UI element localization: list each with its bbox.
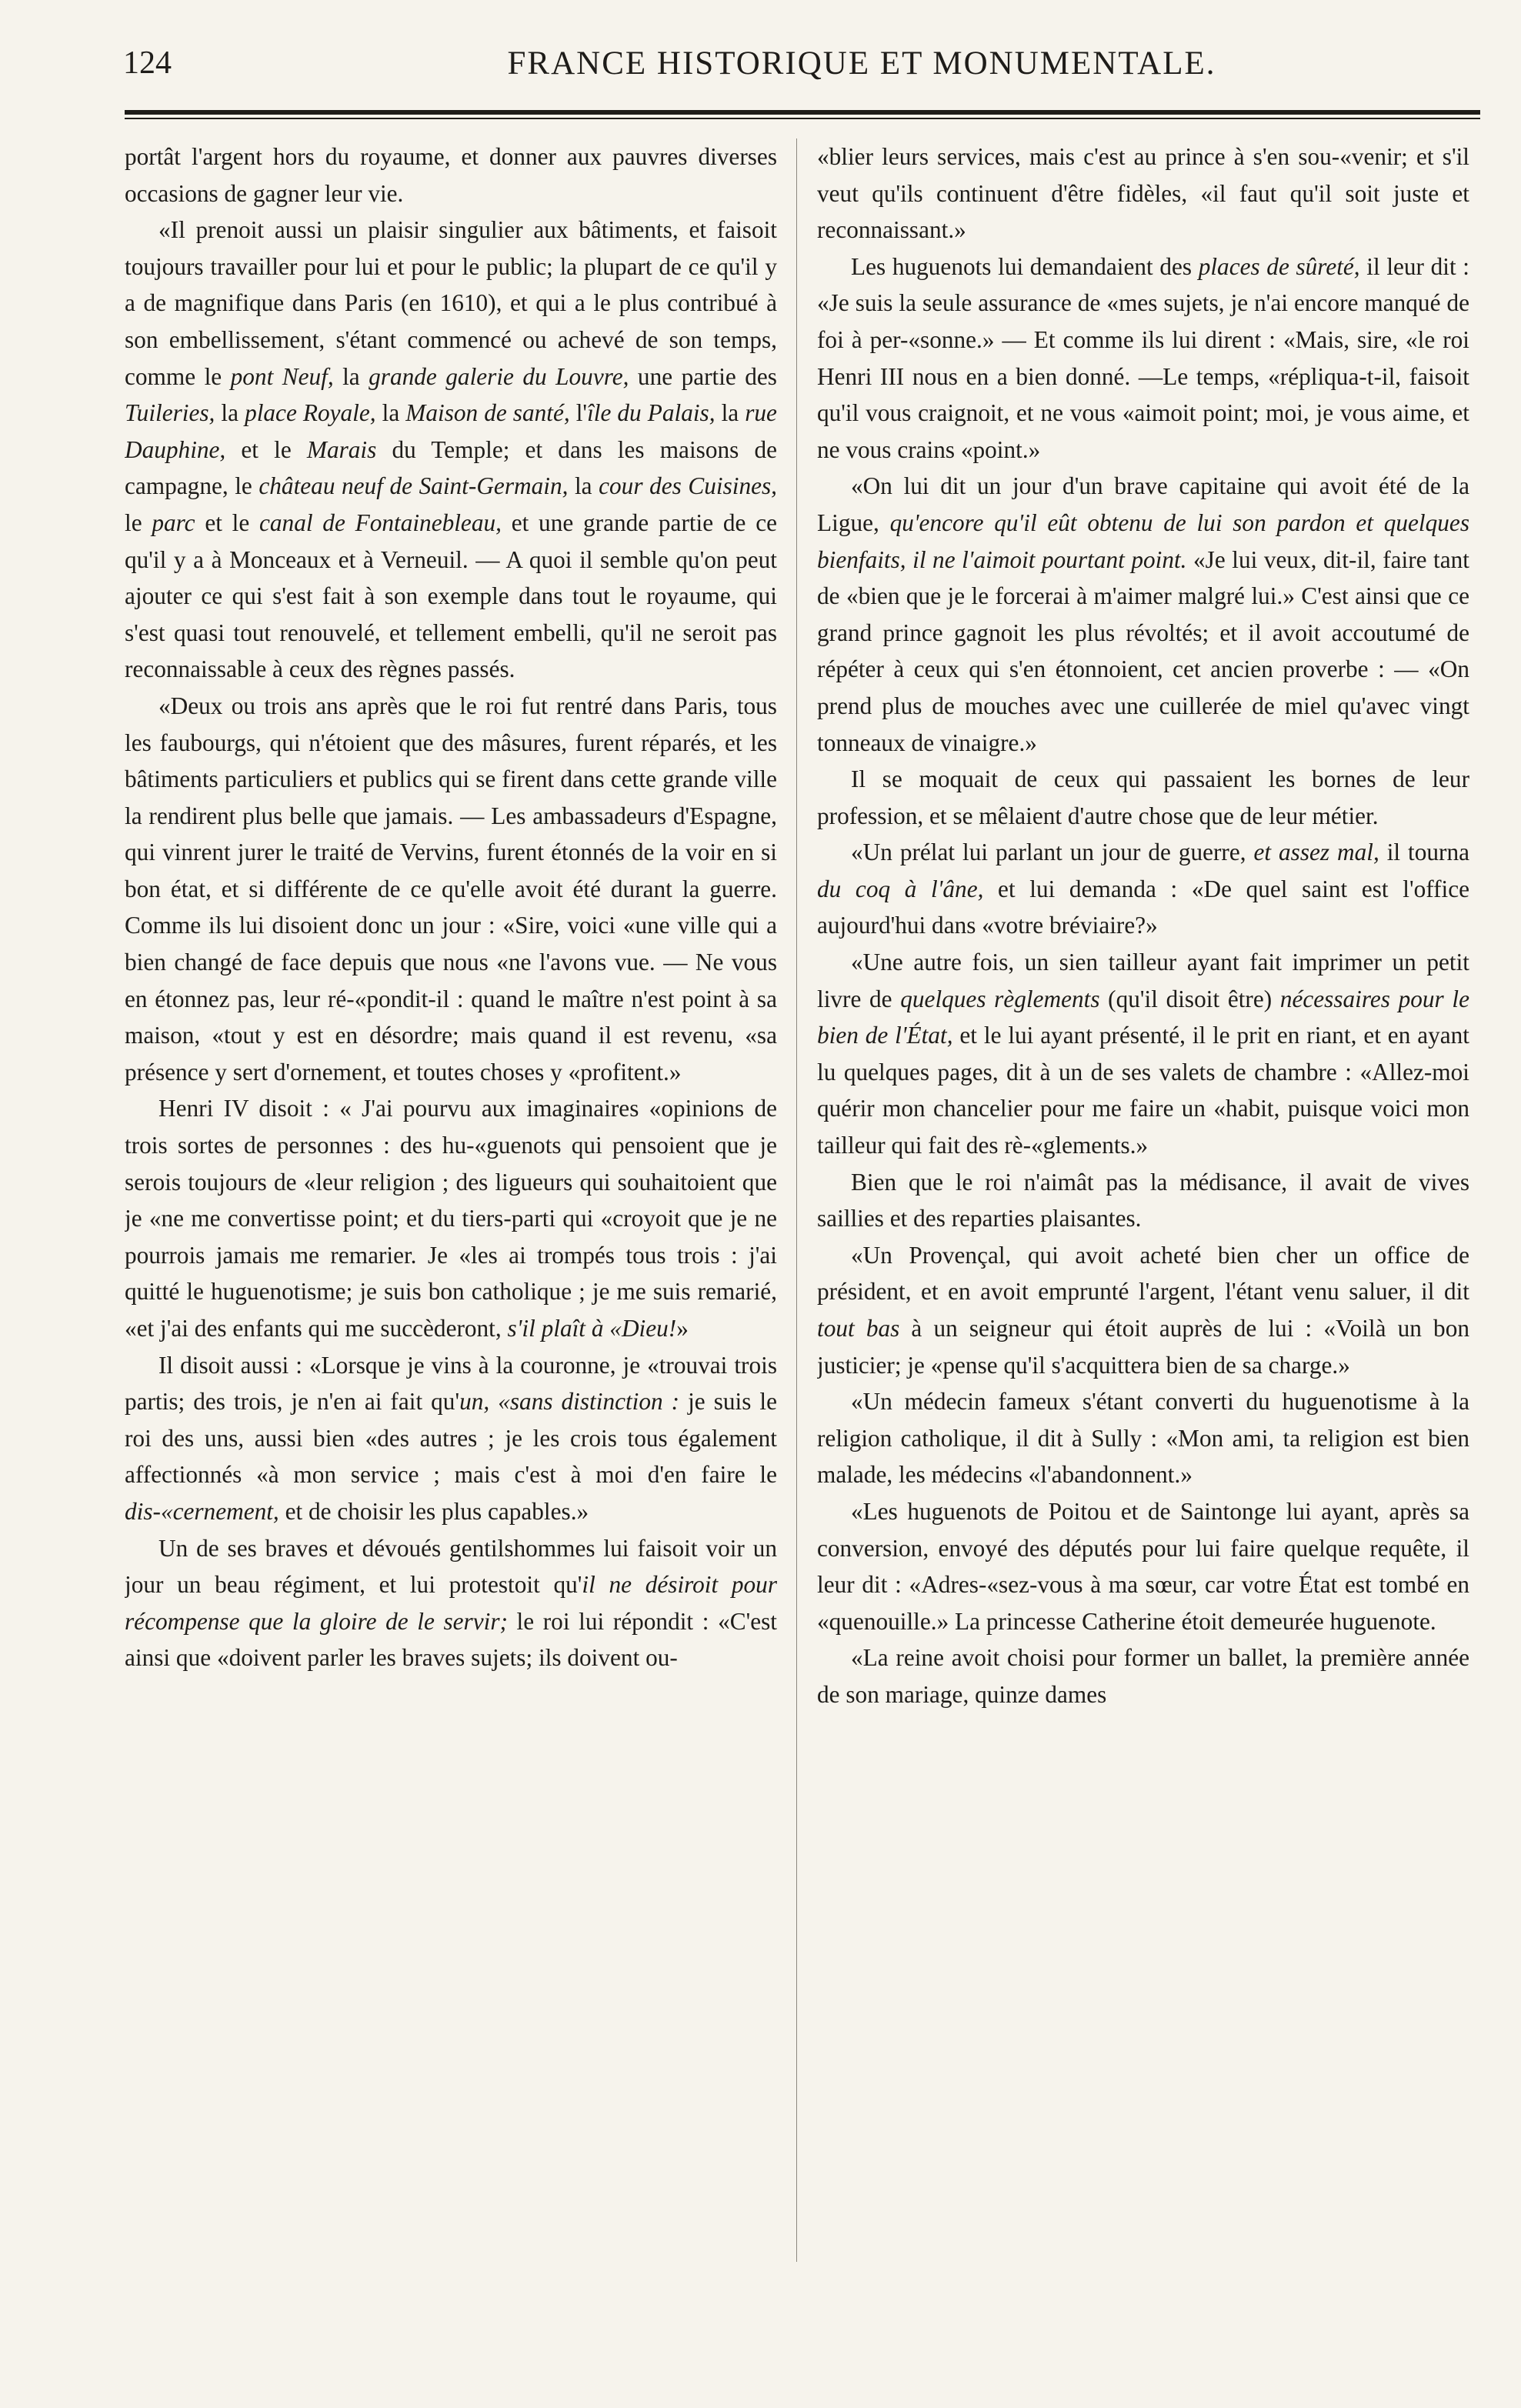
emphasis-text: cour des Cuisines, (599, 472, 777, 500)
paragraph (125, 138, 777, 212)
right-column (817, 138, 1469, 2277)
paragraph-text: Henri IV disoit : « J'ai pourvu aux imaginaires «opinions de trois sortes de personnes : des hu-«guenots qui pensoient que je serois toujours de «leur religion ; des ligueurs qui souhaitoient que je «ne me convertisse point; et du tiers-parti qui «croyoit que je ne pourrois jamais me remarier. Je «les ai trompés tous trois : j'ai quitté le huguenotisme; je suis bon catholique ; je me suis remarié, «et j'ai des enfants qui me succèderont, (125, 1095, 777, 1342)
paragraph (817, 1639, 1469, 1713)
paragraph-text: je suis le roi des uns, aussi bien «des autres ; je les crois tous également affectionnés «à mon service ; mais c'est à moi d'en faire le (125, 1388, 777, 1489)
paragraph-text: la (333, 362, 369, 390)
paragraph-text: «Il prenoit aussi un plaisir singulier aux bâtiments, et faisoit toujours travailler pour lui et pour le public; la plupart de ce qu'il y a de magnifique dans Paris (en 1610), et qui a le plus contribué à son embellissement, s'étant commencé ou achevé de son temps, comme le (125, 216, 777, 390)
paragraph-text: il tourna (1379, 839, 1469, 866)
paragraph-text: une partie des (629, 362, 777, 390)
paragraph-text: le roi lui répondit : «C'est ainsi que «doivent parler les braves sujets; ils doivent ou- (125, 1607, 777, 1672)
emphasis-text: parc (152, 509, 195, 536)
emphasis-text: quelques règlements (900, 985, 1100, 1012)
emphasis-text: dis-«cernement, (125, 1497, 279, 1525)
paragraph-text: Les huguenots lui demandaient des (851, 252, 1199, 280)
paragraph (817, 1493, 1469, 1639)
emphasis-text: nécessaires pour le bien de l'État, (817, 985, 1469, 1049)
emphasis-text: grande galerie du Louvre, (369, 362, 629, 390)
paragraph-text: «Je lui veux, dit-il, faire tant de «bien que je le forcerai à m'aimer malgré lui.» C'est ainsi que ce grand prince gagnoit les plus révoltés; et il avoit accoutumé de répéter à ceux qui s'en étonnoient, cet ancien proverbe : — «On prend plus de mouches avec une cuillerée de miel qu'avec vingt tonneaux de vinaigre.» (817, 545, 1469, 756)
paragraph-text: l' (569, 399, 588, 427)
paragraph-text: Bien que le roi n'aimât pas la médisance, il avait de vives saillies et des reparties plaisantes. (817, 1168, 1469, 1232)
paragraph (817, 248, 1469, 469)
paragraph-text: (qu'il disoit être) (1099, 985, 1280, 1012)
paragraph-text: et de choisir les plus capables.» (279, 1497, 589, 1525)
paragraph (817, 761, 1469, 834)
emphasis-text: et assez mal, (1253, 839, 1379, 866)
emphasis-text: du coq à l'âne, (817, 875, 984, 902)
paragraph-text: «La reine avoit choisi pour former un ballet, la première année de son mariage, quinze dames (817, 1644, 1469, 1708)
paragraph-text: la (568, 472, 599, 500)
emphasis-text: château neuf de Saint-Germain, (259, 472, 569, 500)
paragraph (125, 1347, 777, 1530)
paragraph (817, 944, 1469, 1164)
emphasis-text: Marais (306, 435, 377, 463)
header-rule-thick (125, 110, 1480, 115)
header-rule-thin (125, 118, 1480, 119)
left-column (125, 138, 777, 2277)
emphasis-text: s'il plaît à «Dieu! (507, 1315, 677, 1342)
paragraph (817, 138, 1469, 248)
page-header (123, 45, 1477, 91)
emphasis-text: qu'encore qu'il eût obtenu de lui son pardon et quelques bienfaits, il ne l'aimoit pourtant point. (817, 509, 1469, 573)
paragraph-text: et lui demanda : «De quel saint est l'office aujourd'hui dans «votre bréviaire?» (817, 875, 1469, 939)
paragraph (817, 1383, 1469, 1493)
paragraph-text: «Les huguenots de Poitou et de Saintonge lui ayant, après sa conversion, envoyé des députés pour lui faire quelque requête, il leur dit : «Adres-«sez-vous à ma sœur, car votre État est tombé en «quenouille.» La princesse Catherine étoit demeurée huguenote. (817, 1497, 1469, 1635)
emphasis-text: île du Palais, (587, 399, 715, 427)
paragraph-text: du Temple; et dans les maisons de campagne, le (125, 435, 777, 500)
paragraph (817, 1237, 1469, 1383)
emphasis-text: canal de Fontainebleau, (259, 509, 502, 536)
paragraph-text: «Un médecin fameux s'étant converti du huguenotisme à la religion catholique, il dit à Sully : «Mon ami, ta religion est bien malade, les médecins «l'abandonnent.» (817, 1388, 1469, 1489)
running-title: FRANCE HISTORIQUE ET MONUMENTALE. (507, 45, 1216, 82)
emphasis-text: il ne désiroit pour récompense que la gloire de le servir; (125, 1571, 777, 1635)
emphasis-text: tout bas (817, 1315, 900, 1342)
emphasis-text: places de sûreté, (1198, 252, 1360, 280)
paragraph-text: Il se moquait de ceux qui passaient les bornes de leur profession, et se mêlaient d'autre chose que de leur métier. (817, 765, 1469, 829)
paragraph-text: à un seigneur qui étoit auprès de lui : «Voilà un bon justicier; je «pense qu'il s'acquittera bien de sa charge.» (817, 1315, 1469, 1379)
paragraph (125, 212, 777, 688)
paragraph-text: la (715, 399, 745, 427)
paragraph (817, 468, 1469, 761)
paragraph-text: » (676, 1315, 689, 1342)
paragraph-text: «Deux ou trois ans après que le roi fut rentré dans Paris, tous les faubourgs, qui n'étoient que des mâsures, furent réparés, et les bâtiments particuliers et publics qui se firent dans cette grande ville la rendirent plus belle que jamais. — Les ambassadeurs d'Espagne, qui vinrent jurer le traité de Vervins, furent étonnés de la voir en si bon état, et si différente de ce qu'elle avoit été durant la guerre. Comme ils lui disoient donc un jour : «Sire, voici «une ville qui a bien changé de face depuis que nous «ne l'avons vue. — Ne vous en étonnez pas, leur ré-«pondit-il : quand le maître n'est point à sa maison, «tout y est en désordre; mais quand il est revenu, «sa présence y sert d'ornement, et toutes choses y «profitent.» (125, 692, 777, 1086)
page-number: 124 (123, 45, 172, 81)
paragraph (125, 688, 777, 1091)
emphasis-text: Maison de santé, (405, 399, 570, 427)
paragraph-text: «blier leurs services, mais c'est au prince à s'en sou-«venir; et s'il veut qu'ils continuent d'être fidèles, «il faut qu'il soit juste et reconnaissant.» (817, 143, 1469, 244)
paragraph-text: et une grande partie de ce qu'il y a à Monceaux et à Verneuil. — A quoi il semble qu'on peut ajouter ce qui s'est fait à son exemple dans tout le royaume, qui s'est quasi tout renouvelé, et tellement embelli, qu'il ne seroit pas reconnaissable à ceux des règnes passés. (125, 509, 777, 683)
emphasis-text: Tuileries, (125, 399, 215, 427)
paragraph (125, 1090, 777, 1346)
paragraph-text: et le (225, 435, 307, 463)
paragraph-text: la (375, 399, 406, 427)
paragraph-text: et le lui ayant présenté, il le prit en riant, et en ayant lu quelques pages, dit à un de ses valets de chambre : «Allez-moi quérir mon chancelier pour me faire un «habit, puisque voici mon tailleur qui fait des rè-«glements.» (817, 1022, 1469, 1159)
column-divider (796, 138, 797, 2262)
paragraph-text: et le (195, 509, 260, 536)
paragraph (817, 834, 1469, 944)
paragraph-text: portât l'argent hors du royaume, et donner aux pauvres diverses occasions de gagner leur vie. (125, 143, 777, 207)
paragraph (125, 1530, 777, 1676)
emphasis-text: un, «sans distinction : (459, 1388, 680, 1416)
paragraph-text: le (125, 509, 152, 536)
paragraph-text: «Un Provençal, qui avoit acheté bien cher un office de président, et en avoit emprunté l'argent, l'étant venu saluer, il dit (817, 1241, 1469, 1306)
paragraph-text: la (215, 399, 245, 427)
emphasis-text: place Royale, (245, 399, 376, 427)
paragraph-text: Il disoit aussi : «Lorsque je vins à la couronne, je «trouvai trois partis; des trois, je n'en ai fait qu' (125, 1351, 777, 1416)
emphasis-text: rue Dauphine, (125, 399, 777, 463)
paragraph-text: «Un prélat lui parlant un jour de guerre, (851, 839, 1254, 866)
paragraph-text: il leur dit : «Je suis la seule assurance de «mes sujets, je n'ai encore manqué de foi à per-«sonne.» — Et comme ils lui dirent : «Mais, sire, «le roi Henri III nous en a bien donné. —Le temps, «répliqua-t-il, faisoit qu'il vous craignoit, et ne vous «aimoit point; moi, je vous aime, et ne vous crains «point.» (817, 252, 1469, 463)
paragraph (817, 1164, 1469, 1237)
emphasis-text: pont Neuf, (230, 362, 334, 390)
paragraph-text: «On lui dit un jour d'un brave capitaine qui avoit été de la Ligue, (817, 472, 1469, 536)
paragraph-text: «Une autre fois, un sien tailleur ayant fait imprimer un petit livre de (817, 949, 1469, 1012)
paragraph-text: Un de ses braves et dévoués gentilshommes lui faisoit voir un jour un beau régiment, et lui protestoit qu' (125, 1534, 777, 1599)
